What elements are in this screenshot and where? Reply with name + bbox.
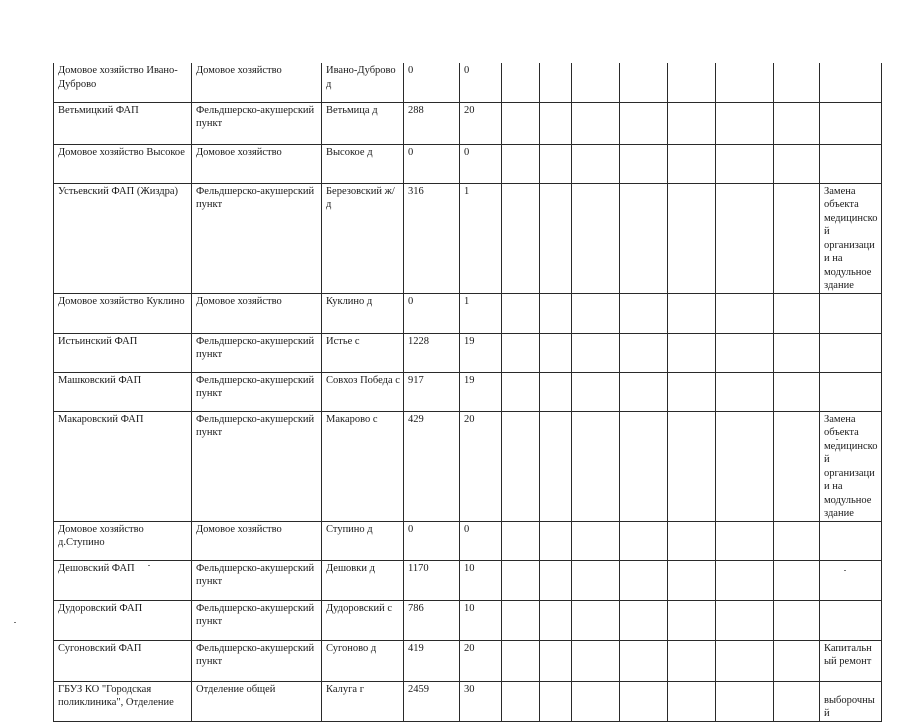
- note-cell: [820, 102, 882, 144]
- empty-cell: [620, 63, 668, 102]
- population-cell: 429: [404, 411, 460, 521]
- population-cell: 786: [404, 600, 460, 640]
- table-row: [54, 560, 882, 600]
- empty-cell: [540, 600, 572, 640]
- locality-cell: Истье с: [322, 333, 404, 372]
- empty-cell: [716, 63, 774, 102]
- empty-cell: [774, 521, 820, 560]
- empty-cell: [620, 102, 668, 144]
- locality-cell: Калуга г: [322, 681, 404, 721]
- empty-cell: [572, 681, 620, 721]
- empty-cell: [620, 521, 668, 560]
- population-cell: 0: [404, 63, 460, 102]
- count-cell: 10: [460, 560, 502, 600]
- note-cell: выборочный: [820, 681, 882, 721]
- table-row: [54, 63, 882, 102]
- locality-cell: Куклино д: [322, 293, 404, 333]
- empty-cell: [668, 411, 716, 521]
- note-cell: [820, 63, 882, 102]
- facility-name-cell: ГБУЗ КО "Городская поликлиника", Отделение: [54, 681, 192, 721]
- empty-cell: [502, 600, 540, 640]
- count-cell: 0: [460, 144, 502, 183]
- empty-cell: [668, 560, 716, 600]
- count-cell: 20: [460, 640, 502, 681]
- population-cell: 0: [404, 293, 460, 333]
- empty-cell: [540, 640, 572, 681]
- empty-cell: [620, 411, 668, 521]
- scan-speck: [844, 570, 846, 571]
- empty-cell: [620, 640, 668, 681]
- empty-cell: [502, 681, 540, 721]
- count-cell: 0: [460, 63, 502, 102]
- empty-cell: [572, 560, 620, 600]
- population-cell: 0: [404, 521, 460, 560]
- empty-cell: [668, 521, 716, 560]
- empty-cell: [668, 183, 716, 293]
- empty-cell: [774, 560, 820, 600]
- count-cell: 19: [460, 333, 502, 372]
- table-row: [54, 102, 882, 144]
- empty-cell: [716, 372, 774, 411]
- facility-name-cell: Машковский ФАП: [54, 372, 192, 411]
- empty-cell: [668, 102, 716, 144]
- empty-cell: [540, 411, 572, 521]
- locality-cell: Ступино д: [322, 521, 404, 560]
- empty-cell: [774, 372, 820, 411]
- locality-cell: Березовский ж/д: [322, 183, 404, 293]
- empty-cell: [502, 293, 540, 333]
- table-row: [54, 333, 882, 372]
- empty-cell: [502, 102, 540, 144]
- population-cell: 2459: [404, 681, 460, 721]
- empty-cell: [668, 600, 716, 640]
- empty-cell: [502, 560, 540, 600]
- empty-cell: [620, 293, 668, 333]
- facility-name-cell: Домовое хозяйство Высокое: [54, 144, 192, 183]
- empty-cell: [572, 411, 620, 521]
- facility-type-cell: Фельдшерско-акушерский пункт: [192, 333, 322, 372]
- empty-cell: [620, 372, 668, 411]
- table-row: [54, 411, 882, 521]
- note-cell: Замена объекта медицинской организации на модульное здание: [820, 183, 882, 293]
- empty-cell: [716, 333, 774, 372]
- facility-type-cell: Фельдшерско-акушерский пункт: [192, 183, 322, 293]
- population-cell: 1170: [404, 560, 460, 600]
- facility-name-cell: Дудоровский ФАП: [54, 600, 192, 640]
- facility-name-cell: Макаровский ФАП: [54, 411, 192, 521]
- empty-cell: [668, 640, 716, 681]
- count-cell: 30: [460, 681, 502, 721]
- count-cell: 1: [460, 293, 502, 333]
- empty-cell: [572, 102, 620, 144]
- document-page: [53, 63, 883, 719]
- locality-cell: Дешовки д: [322, 560, 404, 600]
- empty-cell: [716, 640, 774, 681]
- empty-cell: [540, 372, 572, 411]
- population-cell: 917: [404, 372, 460, 411]
- facility-type-cell: Домовое хозяйство: [192, 63, 322, 102]
- scan-speck: [14, 622, 16, 623]
- empty-cell: [774, 640, 820, 681]
- empty-cell: [716, 183, 774, 293]
- empty-cell: [620, 600, 668, 640]
- count-cell: 1: [460, 183, 502, 293]
- count-cell: 19: [460, 372, 502, 411]
- locality-cell: Совхоз Победа с: [322, 372, 404, 411]
- empty-cell: [540, 333, 572, 372]
- empty-cell: [572, 63, 620, 102]
- empty-cell: [620, 144, 668, 183]
- empty-cell: [620, 183, 668, 293]
- note-cell: [820, 521, 882, 560]
- facility-type-cell: Отделение общей: [192, 681, 322, 721]
- empty-cell: [716, 521, 774, 560]
- empty-cell: [774, 411, 820, 521]
- empty-cell: [502, 183, 540, 293]
- empty-cell: [572, 521, 620, 560]
- empty-cell: [716, 102, 774, 144]
- empty-cell: [668, 333, 716, 372]
- table-row: [54, 681, 882, 721]
- table-row: [54, 293, 882, 333]
- note-cell: Капитальный ремонт: [820, 640, 882, 681]
- empty-cell: [502, 333, 540, 372]
- scan-speck: [836, 439, 838, 440]
- empty-cell: [620, 560, 668, 600]
- facility-type-cell: Фельдшерско-акушерский пункт: [192, 640, 322, 681]
- facility-type-cell: Домовое хозяйство: [192, 521, 322, 560]
- table-row: [54, 144, 882, 183]
- empty-cell: [774, 183, 820, 293]
- count-cell: 0: [460, 521, 502, 560]
- empty-cell: [668, 63, 716, 102]
- empty-cell: [716, 560, 774, 600]
- population-cell: 0: [404, 144, 460, 183]
- empty-cell: [774, 63, 820, 102]
- empty-cell: [716, 681, 774, 721]
- note-cell: [820, 600, 882, 640]
- locality-cell: Сугоново д: [322, 640, 404, 681]
- count-cell: 20: [460, 102, 502, 144]
- empty-cell: [620, 681, 668, 721]
- empty-cell: [502, 640, 540, 681]
- empty-cell: [502, 63, 540, 102]
- empty-cell: [716, 144, 774, 183]
- empty-cell: [716, 411, 774, 521]
- empty-cell: [502, 411, 540, 521]
- empty-cell: [716, 600, 774, 640]
- empty-cell: [540, 102, 572, 144]
- facility-name-cell: Ветьмицкий ФАП: [54, 102, 192, 144]
- facility-name-cell: Истьинский ФАП: [54, 333, 192, 372]
- empty-cell: [502, 144, 540, 183]
- empty-cell: [668, 144, 716, 183]
- empty-cell: [572, 293, 620, 333]
- empty-cell: [668, 372, 716, 411]
- facility-name-cell: Дешовский ФАП: [54, 560, 192, 600]
- count-cell: 20: [460, 411, 502, 521]
- facility-type-cell: Фельдшерско-акушерский пункт: [192, 560, 322, 600]
- facility-type-cell: Фельдшерско-акушерский пункт: [192, 600, 322, 640]
- note-cell: Замена объекта медицинской организации на модульное здание: [820, 411, 882, 521]
- facility-name-cell: Сугоновский ФАП: [54, 640, 192, 681]
- facility-type-cell: Фельдшерско-акушерский пункт: [192, 411, 322, 521]
- empty-cell: [502, 372, 540, 411]
- empty-cell: [540, 681, 572, 721]
- count-cell: 10: [460, 600, 502, 640]
- empty-cell: [668, 681, 716, 721]
- empty-cell: [774, 333, 820, 372]
- table-row: [54, 521, 882, 560]
- table-row: [54, 183, 882, 293]
- empty-cell: [716, 293, 774, 333]
- empty-cell: [572, 144, 620, 183]
- facility-name-cell: Устьевский ФАП (Жиздра): [54, 183, 192, 293]
- empty-cell: [572, 183, 620, 293]
- empty-cell: [572, 640, 620, 681]
- population-cell: 288: [404, 102, 460, 144]
- locality-cell: Макарово с: [322, 411, 404, 521]
- empty-cell: [572, 372, 620, 411]
- locality-cell: Ивано-Дуброво д: [322, 63, 404, 102]
- facility-type-cell: Фельдшерско-акушерский пункт: [192, 102, 322, 144]
- empty-cell: [540, 144, 572, 183]
- empty-cell: [540, 293, 572, 333]
- empty-cell: [540, 183, 572, 293]
- scan-speck: [148, 565, 150, 566]
- locality-cell: Дудоровский с: [322, 600, 404, 640]
- facilities-table: [53, 63, 882, 722]
- population-cell: 419: [404, 640, 460, 681]
- empty-cell: [540, 63, 572, 102]
- facility-name-cell: Домовое хозяйство Ивано-Дуброво: [54, 63, 192, 102]
- facility-type-cell: Домовое хозяйство: [192, 293, 322, 333]
- table-row: [54, 640, 882, 681]
- empty-cell: [572, 600, 620, 640]
- note-cell: [820, 372, 882, 411]
- empty-cell: [774, 681, 820, 721]
- note-cell: [820, 560, 882, 600]
- empty-cell: [774, 600, 820, 640]
- empty-cell: [774, 144, 820, 183]
- table-row: [54, 600, 882, 640]
- facility-type-cell: Домовое хозяйство: [192, 144, 322, 183]
- empty-cell: [774, 102, 820, 144]
- population-cell: 316: [404, 183, 460, 293]
- empty-cell: [540, 521, 572, 560]
- empty-cell: [540, 560, 572, 600]
- facility-name-cell: Домовое хозяйство д.Ступино: [54, 521, 192, 560]
- note-cell: [820, 144, 882, 183]
- empty-cell: [620, 333, 668, 372]
- note-cell: [820, 293, 882, 333]
- empty-cell: [502, 521, 540, 560]
- locality-cell: Ветьмица д: [322, 102, 404, 144]
- locality-cell: Высокое д: [322, 144, 404, 183]
- note-cell: [820, 333, 882, 372]
- facility-type-cell: Фельдшерско-акушерский пункт: [192, 372, 322, 411]
- population-cell: 1228: [404, 333, 460, 372]
- table-row: [54, 372, 882, 411]
- empty-cell: [572, 333, 620, 372]
- empty-cell: [774, 293, 820, 333]
- empty-cell: [668, 293, 716, 333]
- facility-name-cell: Домовое хозяйство Куклино: [54, 293, 192, 333]
